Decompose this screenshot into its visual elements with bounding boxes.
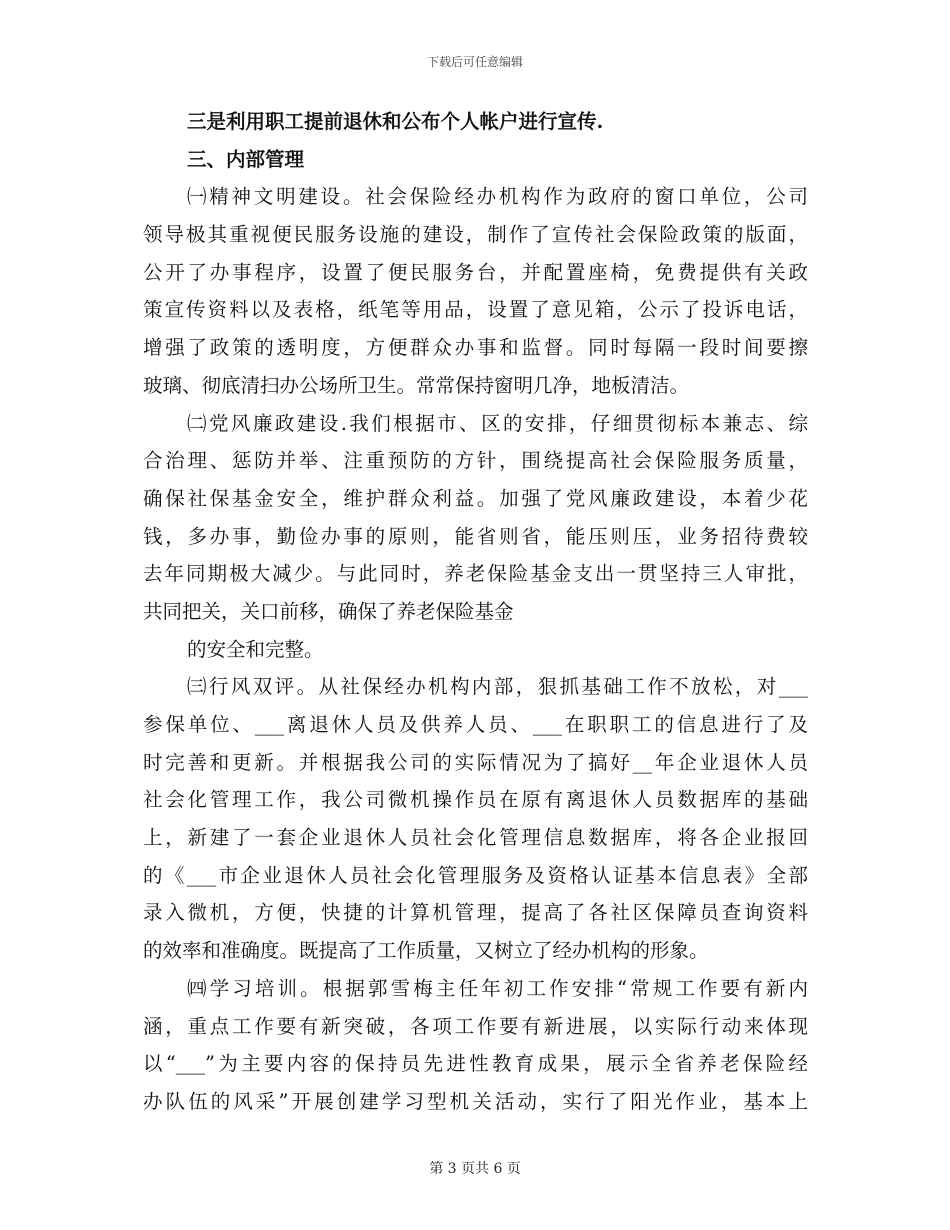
text-line: 的效率和准确度。既提高了工作质量，又树立了经办机构的形象。 [143,939,709,963]
text-line: 社会化管理工作，我公司微机操作员在原有离退休人员数据库的基础 [143,788,808,812]
text-line: 去年同期极大减少。与此同时，养老保险基金支出一贯坚持三人审批， [143,562,808,586]
section-heading: 三、内部管理 [187,147,305,171]
text-line: 时完善和更新。并根据我公司的实际情况为了搞好__年企业退休人员 [143,750,808,774]
page-header: 下载后可任意编辑 [426,55,523,69]
text-line: 以“___”为主要内容的保持员先进性教育成果，展示全省养老保险经 [143,1052,808,1076]
text-line: 增强了政策的透明度，方便群众办事和监督。同时每隔一段时间要擦 [143,336,808,360]
text-line: 合治理、惩防并举、注重预防的方针，围绕提高社会保险服务质量， [143,449,808,473]
text-line: ㈣学习培训。根据郭雪梅主任年初工作安排“常规工作要有新内 [187,976,808,1000]
text-line: 玻璃、彻底清扫办公场所卫生。常常保持窗明几净，地板清洁。 [143,373,690,397]
text-line: 参保单位、___离退休人员及供养人员、___在职职工的信息进行了及 [143,713,808,736]
text-line: 上，新建了一套企业退休人员社会化管理信息数据库，将各企业报回 [143,826,808,850]
text-line: 共同把关，关口前移，确保了养老保险基金 [143,599,514,623]
text-line: 领导极其重视便民服务设施的建设，制作了宣传社会保险政策的版面， [143,223,808,247]
text-line: 的《___市企业退休人员社会化管理服务及资格认证基本信息表》全部 [143,863,808,887]
text-line: 涵，重点工作要有新突破，各项工作要有新进展，以实际行动来体现 [143,1014,808,1038]
document-body [143,103,808,1121]
text-line: 钱，多办事，勤俭办事的原则，能省则省，能压则压，业务招待费较 [143,524,808,548]
text-line: 三是利用职工提前退休和公布个人帐户进行宣传. [187,110,604,133]
text-line: 策宣传资料以及表格，纸笔等用品，设置了意见箱，公示了投诉电话， [143,298,808,322]
page-footer: 第 3 页共 6 页 [429,1161,521,1177]
text-line: 公开了办事程序，设置了便民服务台，并配置座椅，免费提供有关政 [143,260,808,284]
text-line: ㈠精神文明建设。社会保险经办机构作为政府的窗口单位，公司 [187,185,808,209]
text-line: 的安全和完整。 [187,637,324,661]
text-line: 录入微机，方便，快捷的计算机管理，提高了各社区保障员查询资料 [143,901,808,925]
text-line: 确保社保基金安全，维护群众利益。加强了党风廉政建设，本着少花 [143,486,808,510]
text-line: ㈡党风廉政建设.我们根据市、区的安排，仔细贯彻标本兼志、综 [187,411,808,435]
text-line: ㈢行风双评。从社保经办机构内部，狠抓基础工作不放松，对___ [187,675,808,699]
text-line: 办队伍的风采”开展创建学习型机关活动，实行了阳光作业，基本上 [143,1089,808,1113]
